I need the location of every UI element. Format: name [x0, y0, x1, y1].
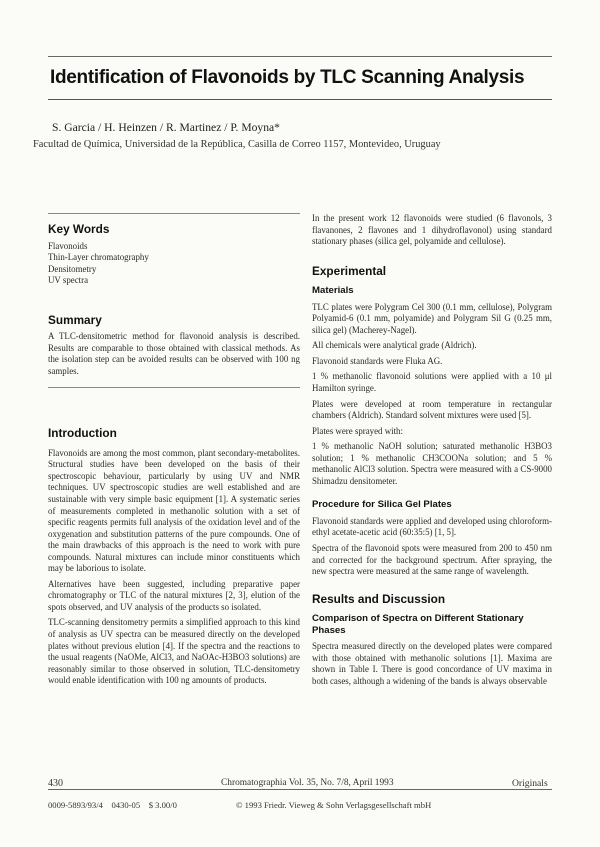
summary-rule: [48, 387, 300, 388]
right-intro-paragraph: In the present work 12 flavonoids were studied (6 flavonols, 3 flavanones, 2 flavones and 1 dihydroflavonol) using standard stationary phases (silica gel, polyamide and cellulose).: [312, 213, 552, 247]
keyword-item: UV spectra: [48, 275, 89, 286]
keyword-item: Flavonoids: [48, 240, 88, 251]
footer-rule: [48, 789, 552, 790]
materials-paragraph: All chemicals were analytical grade (Aldrich).: [312, 340, 477, 351]
results-heading: Results and Discussion: [312, 591, 446, 606]
procedure-paragraph: Flavonoid standards were applied and developed using chloroform-ethyl acetate-acetic acid (60:35:5) [1, 5].: [312, 515, 552, 538]
materials-paragraph: Flavonoid standards were Fluka AG.: [312, 355, 443, 366]
right-column: [312, 213, 552, 692]
experimental-heading: Experimental: [312, 263, 387, 278]
materials-paragraph: Plates were developed at room temperature in rectangular chambers (Aldrich). Standard solvent mixtures were used [5].: [312, 398, 552, 421]
procedure-paragraph: Spectra of the flavonoid spots were measured from 200 to 450 nm and corrected for the background spectrum. After spraying, the new spectra were measured at the same range of wavelength.: [312, 543, 552, 577]
copyright: © 1993 Friedr. Vieweg & Sohn Verlagsgesellschaft mbH: [236, 800, 432, 810]
intro-paragraph: TLC-scanning densitometry permits a simplified approach to this kind of analysis as UV spectra can be measured directly on the developed plates without previous elution [4]. If the spectra and the reactions to the usual reagents (NaOMe, AlCl3, and NaOAc-H3BO3 solutions) are reasonably similar to those observed in solution, TLC-densitometry would enable identification with 100 ng amounts of products.: [48, 617, 300, 686]
top-rule: [48, 56, 552, 57]
intro-paragraph: Alternatives have been suggested, including preparative paper chromatography or TLC of the natural mixtures [2, 3], elution of the spots observed, and UV analysis of the products so isolated.: [48, 578, 300, 612]
article-code: 0009-5893/93/4 0430-05 $ 3.00/0: [48, 800, 177, 810]
authors: S. Garcia / H. Heinzen / R. Martinez / P. Moyna*: [52, 121, 280, 134]
introduction-heading: Introduction: [48, 426, 117, 441]
left-column-top-rule: [48, 213, 300, 214]
keyword-item: Densitometry: [48, 263, 97, 274]
keywords-heading: Key Words: [48, 222, 110, 236]
title-rule: [48, 99, 552, 100]
keywords-list: [48, 241, 300, 287]
results-paragraph: Spectra measured directly on the developed plates were compared with those obtained with methanolic solutions [1]. Maxima are shown in Table I. There is good concordance of UV maxima in both cases, although a widening of the bands is always observable: [312, 641, 552, 686]
comparison-heading: Comparison of Spectra on Different Stationary Phases: [312, 613, 524, 636]
section-label: Originals: [512, 778, 548, 789]
left-column: [48, 224, 300, 691]
summary-text: A TLC-densitometric method for flavonoid analysis is described. Results are comparable to those obtained with classical methods. As the isolation step can be avoided results can be observed with 100 ng samples.: [48, 331, 300, 376]
materials-paragraph: TLC plates were Polygram Cel 300 (0.1 mm, cellulose), Polygram Polyamid-6 (0.1 mm, polyamide) and Polygram Sil G (0.25 mm, silica gel) (Macherey-Nagel).: [312, 301, 552, 335]
intro-paragraph: Flavonoids are among the most common, plant secondary-metabolites. Structural studies have been developed on the basis of their spectroscopic behaviour, particularly by using UV and NMR techniques. UV spectroscopic studies are well established and are sustainable with very simple basic equipment [1]. A systematic series of measurements completed in methanolic solution with a set of specific reagents permits full analysis of the oxidation level and of the oxygenation and substitution patterns of the pure compounds. One of the main drawbacks of this approach is the need to work with pure compounds. Natural mixtures can include minor constituents which may be laborious to isolate.: [48, 447, 300, 574]
affiliation: Facultad de Química, Universidad de la República, Casilla de Correo 1157, Montevideo, Uruguay: [33, 139, 441, 150]
procedure-heading: Procedure for Silica Gel Plates: [312, 499, 452, 511]
keyword-item: Thin-Layer chromatography: [48, 252, 149, 263]
materials-heading: Materials: [312, 285, 354, 297]
journal-info: Chromatographia Vol. 35, No. 7/8, April 1993: [221, 778, 394, 788]
page-number: 430: [48, 778, 63, 789]
materials-paragraph: 1 % methanolic flavonoid solutions were applied with a 10 μl Hamilton syringe.: [312, 371, 552, 394]
article-title: Identification of Flavonoids by TLC Scanning Analysis: [50, 67, 525, 88]
materials-paragraph: Plates were sprayed with:: [312, 425, 403, 436]
materials-paragraph: 1 % methanolic NaOH solution; saturated methanolic H3BO3 solution; 1 % methanolic CH3COONa solution; and 5 % methanolic AlCl3 solution. Spectra were measured with a CS-9000 Shimadzu densitometer.: [312, 441, 552, 486]
summary-heading: Summary: [48, 312, 102, 327]
